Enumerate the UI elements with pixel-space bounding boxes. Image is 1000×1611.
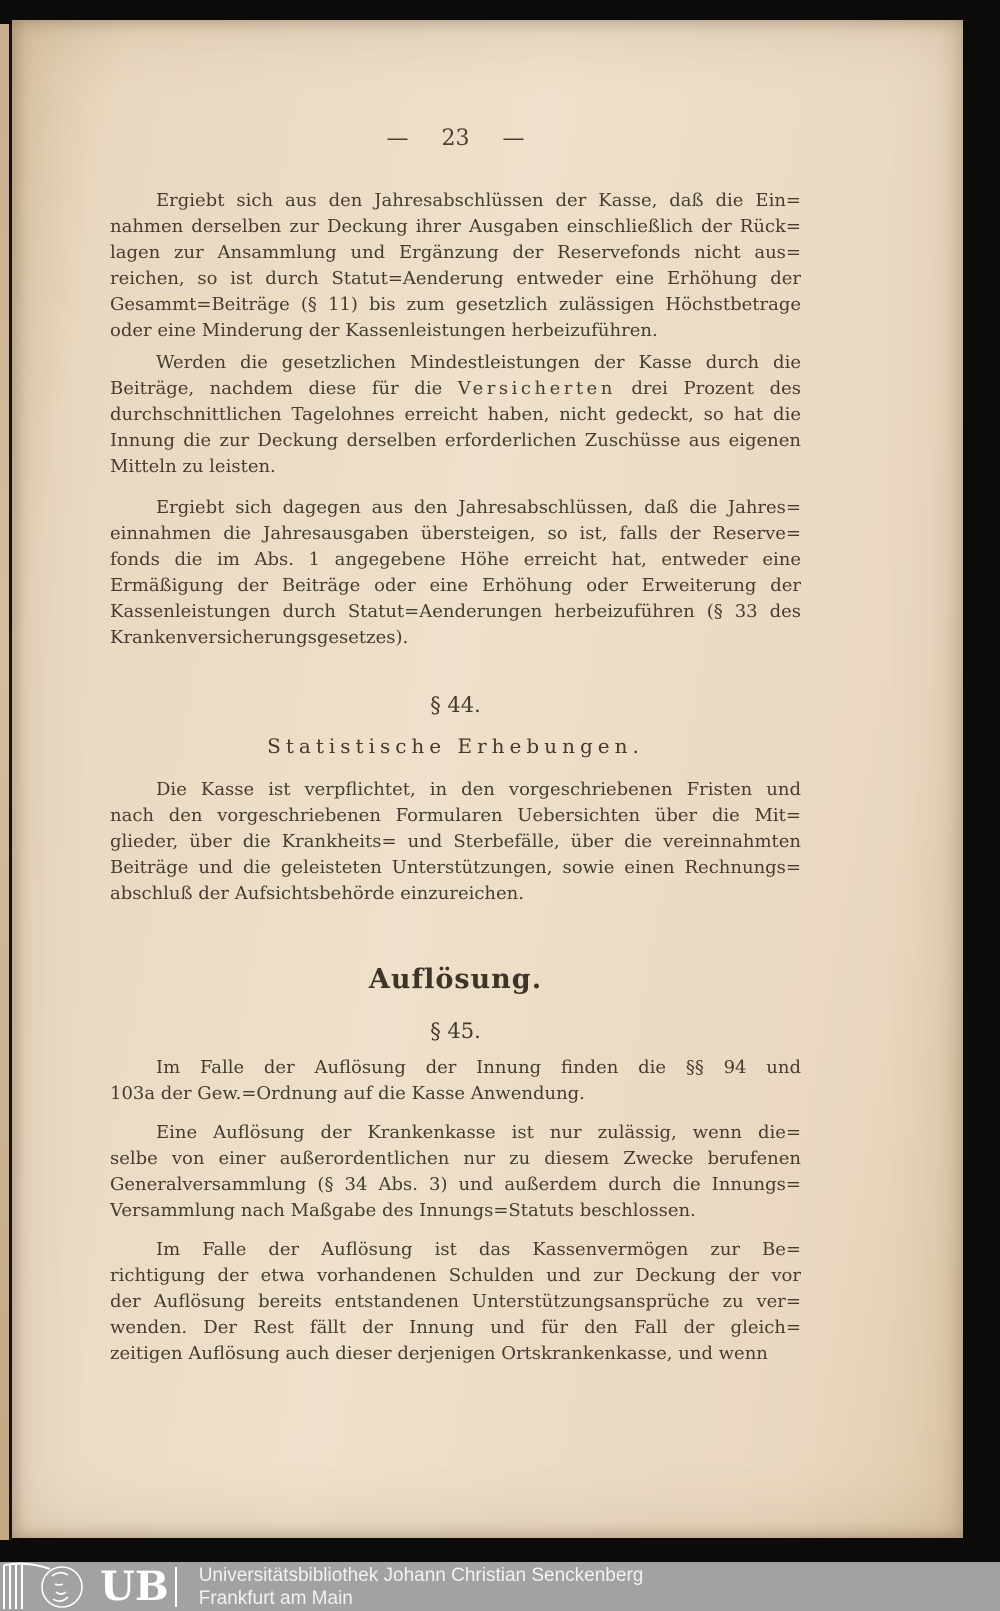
text-line: richtigung der etwa vorhandenen Schulden und zur Deckung der vor	[110, 1265, 801, 1286]
ub-logo	[0, 1562, 177, 1611]
paragraph-kassenvermoegen	[110, 1237, 801, 1367]
text-segment: drei Prozent des	[615, 378, 801, 399]
book-page	[12, 20, 963, 1538]
ub-logo-graphic	[0, 1562, 96, 1611]
text-line: oder eine Minderung der Kassenleistungen herbeizuführen.	[110, 320, 658, 341]
text-line: Werden die gesetzlichen Mindestleistungen der Kasse durch die	[156, 352, 801, 373]
text-segment: Beiträge, nachdem diese für die	[110, 378, 458, 399]
library-footer-bar	[0, 1562, 1000, 1611]
text-line: reichen, so ist durch Statut=Aenderung entweder eine Erhöhung der	[110, 268, 801, 289]
text-line: nahmen derselben zur Deckung ihrer Ausgaben einschließlich der Rück=	[110, 216, 801, 237]
paragraph-statistik-pflicht	[110, 777, 801, 907]
text-line: Gesammt=Beiträge (§ 11) bis zum gesetzlich zulässigen Höchstbetrage	[110, 294, 801, 315]
text-line: fonds die im Abs. 1 angegebene Höhe erreicht hat, entweder eine	[110, 549, 801, 570]
library-city: Frankfurt am Main	[198, 1587, 353, 1609]
library-footer-text	[199, 1564, 644, 1610]
text-line: nach den vorgeschriebenen Formularen Uebersichten über die Mit=	[110, 805, 801, 826]
text-line: glieder, über die Krankheits= und Sterbefälle, über die vereinnahmten	[110, 831, 801, 852]
page-number: — 23 —	[386, 126, 525, 151]
ub-logo-text: UB	[100, 1563, 169, 1610]
text-line: selbe von einer außerordentlichen nur zu diesem Zwecke berufenen	[110, 1148, 801, 1169]
text-line: Ergiebt sich dagegen aus den Jahresabschlüssen, daß die Jahres=	[156, 497, 801, 518]
logo-separator	[175, 1567, 177, 1607]
text-line	[110, 376, 801, 402]
text-line: 103a der Gew.=Ordnung auf die Kasse Anwendung.	[110, 1083, 585, 1104]
text-line: der Auflösung bereits entstandenen Unterstützungsansprüche zu ver=	[110, 1291, 801, 1312]
goethe-portrait-icon	[42, 1567, 82, 1607]
text-line: Versammlung nach Maßgabe des Innungs=Statuts beschlossen.	[110, 1200, 696, 1221]
text-line: Mitteln zu leisten.	[110, 456, 276, 477]
text-line: Beiträge und die geleisteten Unterstützungen, sowie einen Rechnungs=	[110, 857, 801, 878]
paragraph-aufloesung-gewordnung	[110, 1055, 801, 1107]
text-line: Innung die zur Deckung derselben erforderlichen Zuschüsse aus eigenen	[110, 430, 801, 451]
text-line: zeitigen Auflösung auch dieser derjenigen Ortskrankenkasse, und wenn	[110, 1343, 768, 1364]
text-line: Im Falle der Auflösung ist das Kassenvermögen zur Be=	[156, 1239, 801, 1260]
section-44-title: Statistische Erhebungen.	[267, 734, 644, 758]
text-line: Krankenversicherungsgesetzes).	[110, 627, 409, 648]
text-line: einnahmen die Jahresausgaben übersteigen, so ist, falls der Reserve=	[110, 523, 801, 544]
paragraph-jahresabschluss-deficit	[110, 188, 801, 344]
text-line: Generalversammlung (§ 34 Abs. 3) und außerdem durch die Innungs=	[110, 1174, 801, 1195]
text-line: Eine Auflösung der Krankenkasse ist nur zulässig, wenn die=	[156, 1122, 801, 1143]
book-pages-icon	[4, 1564, 50, 1609]
text-line: wenden. Der Rest fällt der Innung und für den Fall der gleich=	[110, 1317, 801, 1338]
emphasized-word: Versicherten	[457, 378, 616, 399]
chapter-aufloesung-title: Auflösung.	[368, 964, 543, 995]
text-line: Ergiebt sich aus den Jahresabschlüssen der Kasse, daß die Ein=	[156, 190, 801, 211]
text-line: Ermäßigung der Beiträge oder eine Erhöhung oder Erweiterung der	[110, 575, 801, 596]
text-line: durchschnittlichen Tagelohnes erreicht haben, nicht gedeckt, so hat die	[110, 404, 801, 425]
section-44-number: § 44.	[430, 693, 481, 717]
paragraph-aufloesung-zulaessig	[110, 1120, 801, 1224]
library-name: Universitätsbibliothek Johann Christian Senckenberg	[198, 1564, 644, 1586]
paragraph-ueberschuss	[110, 495, 801, 651]
book-gutter-edge	[0, 24, 12, 1540]
text-line: lagen zur Ansammlung und Ergänzung der Reservefonds nicht aus=	[110, 242, 801, 263]
text-line: abschluß der Aufsichtsbehörde einzureichen.	[110, 883, 524, 904]
section-45-number: § 45.	[430, 1019, 481, 1043]
text-line: Im Falle der Auflösung der Innung finden die §§ 94 und	[156, 1057, 801, 1078]
paragraph-mindestleistungen	[110, 350, 801, 480]
text-line: Kassenleistungen durch Statut=Aenderungen herbeizuführen (§ 33 des	[110, 601, 801, 622]
text-line: Die Kasse ist verpflichtet, in den vorgeschriebenen Fristen und	[156, 779, 801, 800]
